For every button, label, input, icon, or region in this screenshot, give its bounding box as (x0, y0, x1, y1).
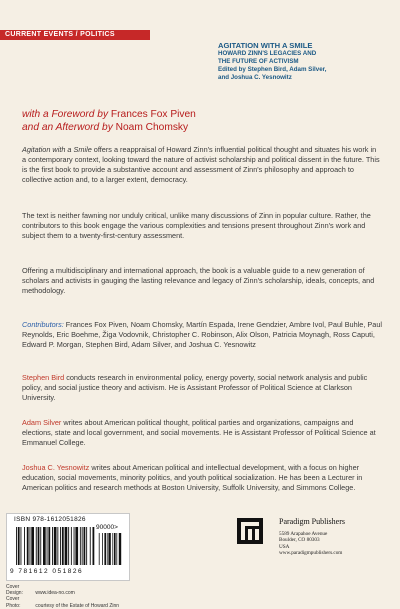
photo-value: courtesy of the Estate of Howard Zinn (35, 602, 120, 609)
foreword-credits (22, 108, 382, 134)
book-subtitle-line-1: HOWARD ZINN'S LEGACIES AND (218, 50, 317, 57)
bio-text: conducts research in environmental policy, energy poverty, social network analysis and public policy, and social justice theory and activism. He is Assistant Professor of Political Science at Clarkson University. (22, 373, 368, 402)
book-subtitle-line-2: THE FUTURE OF ACTIVISM (218, 58, 299, 65)
top-band (0, 0, 400, 30)
barcode-bar (21, 527, 22, 565)
book-title-block (218, 42, 396, 82)
barcode-bar (82, 527, 83, 565)
barcode-icon (14, 527, 122, 567)
bio-stephen-bird (22, 373, 382, 403)
afterword-name: Noam Chomsky (115, 122, 189, 133)
barcode-addon-bar (116, 533, 117, 565)
barcode-addon-bar (119, 533, 121, 565)
barcode-bar (24, 527, 25, 565)
barcode-bar (60, 527, 61, 565)
bio-adam-silver (22, 418, 382, 448)
isbn-number: ISBN 978-1612051826 (14, 516, 86, 523)
barcode-bar (54, 527, 57, 565)
barcode-bar (31, 527, 34, 565)
cover-credits (6, 584, 186, 609)
isbn-text (14, 516, 86, 523)
barcode-bar (71, 527, 72, 565)
barcode-bar (90, 527, 91, 565)
book-editors-line-2: and Joshua C. Yesnowitz (218, 74, 292, 81)
barcode-bar (74, 527, 75, 565)
barcode-addon-bar (102, 533, 103, 565)
publisher-address-line: Boulder, CO 80303 (279, 537, 320, 544)
barcode-addon-bar (112, 533, 113, 565)
publisher-address (279, 531, 342, 557)
barcode-bar (30, 527, 31, 565)
barcode-bar (62, 527, 64, 565)
barcode-addon-bar (104, 533, 106, 565)
barcode-bar (43, 527, 46, 565)
foreword-name: Frances Fox Piven (110, 109, 196, 120)
description-paragraph-3: Offering a multidisciplinary and international approach, the book is a valuable guide to a new generation of scholars and activists in gauging the lasting relevance and legacy of Zinn's scholarship, ideals, concepts, and methodology. (22, 266, 375, 295)
barcode-addon-bar (99, 533, 100, 565)
barcode-digits: 9 781612 051826 (10, 568, 84, 575)
barcode-bar (93, 527, 95, 565)
barcode-addon-bar (108, 533, 110, 565)
barcode-addon: 90000> (96, 524, 118, 531)
barcode-bar (16, 527, 17, 565)
contributors-paragraph (22, 320, 382, 350)
publisher-website: www.paradigmpublishers.com (279, 550, 343, 557)
barcode-bar (86, 527, 87, 565)
bio-text: writes about American political and intellectual development, with a focus on higher education, social movements, minority politics, and youth political socialization. He has been a Lecturer in American politics and research methods at Boston University, Suffolk University, and Simmons College. (22, 463, 363, 492)
barcode-bar (40, 527, 41, 565)
contributors-text: Frances Fox Piven, Noam Chomsky, Martín Espada, Irene Gendzier, Ambre Ivol, Paul Buhle, Paul Reynolds, Eric Boehme, Žiga Vodovnik, Christopher C. Robinson, Alix Olson, Patricia Moynagh, Ross Caputi, Edward P. Morgan, Stephen Bird, Adam Silver, and Joshua C. Yesnowitz (22, 320, 383, 349)
publisher-name: Paradigm Publishers (279, 517, 345, 526)
publisher-address-line: USA (279, 543, 290, 550)
publisher-address-line: 5589 Arapahoe Avenue (279, 531, 328, 537)
afterword-prefix: and an Afterword by (22, 122, 116, 133)
barcode-bar (52, 527, 53, 565)
barcode-bar (75, 527, 78, 565)
book-title: AGITATION WITH A SMILE (218, 41, 313, 50)
barcode-bar (48, 527, 50, 565)
contributors-label: Contributors: (22, 320, 64, 329)
photo-label: Cover Photo: (6, 596, 21, 609)
barcode-bar (68, 527, 69, 565)
design-label: Cover Design: (6, 584, 23, 597)
book-editors-line-1: Edited by Stephen Bird, Adam Silver, (218, 66, 327, 73)
category-label: CURRENT EVENTS / POLITICS (5, 31, 115, 38)
description-p1-text: offers a reappraisal of Howard Zinn's influential political thought and situates his work in a contemporary context, looking toward the nature of activist scholarship and political dissent in the future. This is the first book to provide a substantive account and assessment of Zinn's philosophy and approach to collective action and, to a larger extent, democracy. (22, 145, 380, 184)
barcode-bar (80, 527, 81, 565)
barcode-bar (36, 527, 37, 565)
bio-text: writes about American political thought, political parties and organizations, campaigns and elections, state and local government, and social movements. He is Assistant Professor of Political Science at Emmanuel College. (22, 418, 376, 447)
foreword-prefix: with a Foreword by (22, 109, 111, 120)
bio-name: Joshua C. Yesnowitz (22, 463, 90, 472)
barcode-addon-bar (107, 533, 108, 565)
description-book-title: Agitation with a Smile (22, 145, 92, 154)
bio-name: Adam Silver (22, 418, 62, 427)
barcode-bar (27, 527, 29, 565)
barcode-bar (84, 527, 86, 565)
description-paragraph-2: The text is neither fawning nor unduly critical, unlike many discussions of Zinn in popular culture. Rather, the contributors to this book engage the various complexities and tensions present throughout Zinn's work and subject them to a twenty-first-century assessment. (22, 211, 371, 240)
design-value: www.idea-no.com (35, 590, 75, 597)
publisher-logo-icon (237, 518, 263, 544)
barcode-bar (47, 527, 48, 565)
barcode-bar (18, 527, 20, 565)
barcode-bar (57, 527, 58, 565)
barcode-bar (65, 527, 68, 565)
barcode-bar (38, 527, 40, 565)
barcode-addon-bar (114, 533, 116, 565)
bio-joshua-yesnowitz (22, 463, 382, 493)
bio-name: Stephen Bird (22, 373, 65, 382)
description-paragraph-1 (22, 145, 382, 185)
